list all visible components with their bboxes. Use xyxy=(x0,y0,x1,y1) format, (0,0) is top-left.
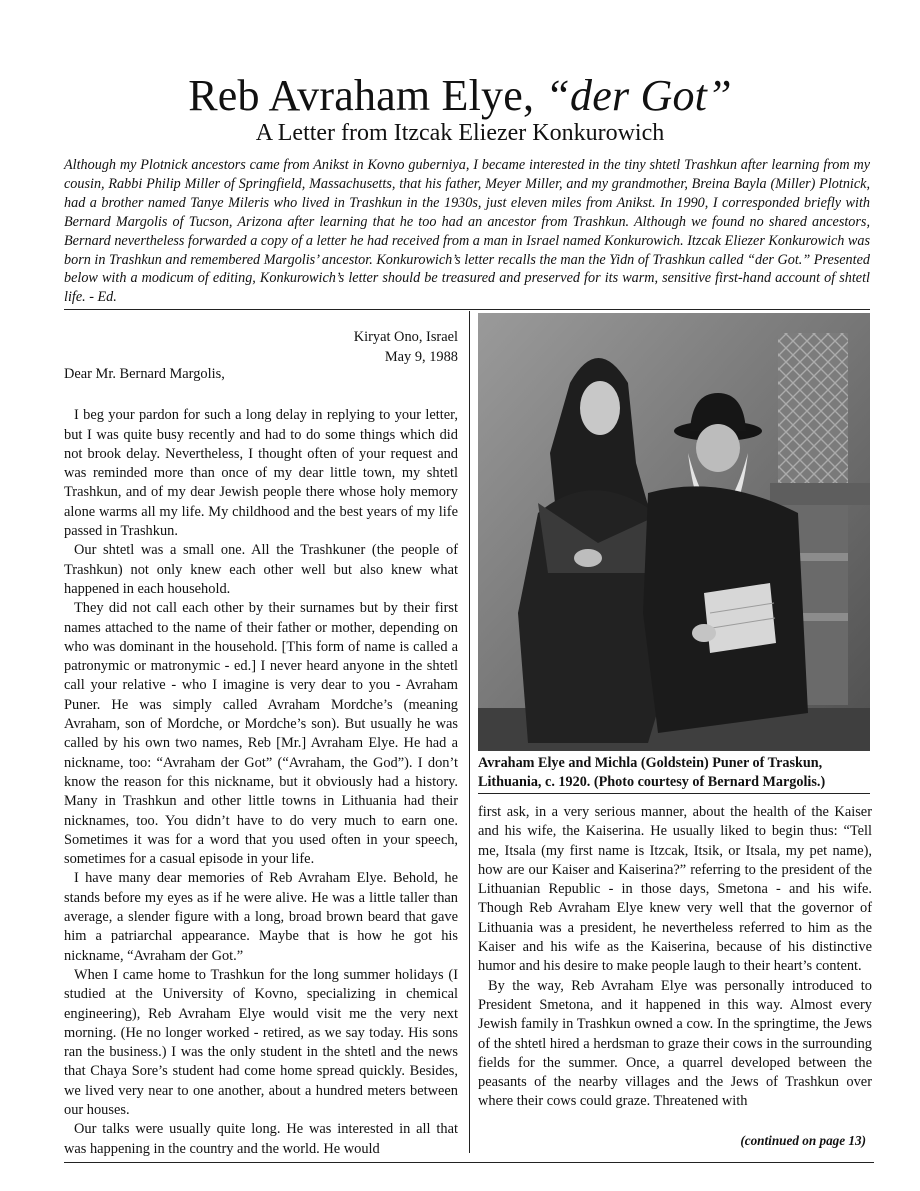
left-column xyxy=(64,328,458,1159)
portrait-photo xyxy=(478,313,870,751)
letter-paragraph: Our shtetl was a small one. All the Trashkuner (the people of Trashkun) not only knew each other well but also knew what happened in each household. xyxy=(64,542,458,597)
continued-note: (continued on page 13) xyxy=(740,1133,866,1148)
editor-intro: Although my Plotnick ancestors came from Anikst in Kovno guberniya, I became interested in the tiny shtetl Trashkun after learning from my cousin, Rabbi Philip Miller of Springfield, Massachusetts, that his father, Meyer Miller, and my grandmother, Breina Bayla (Miller) Plotnick, had a brother named Tanye Mileris who lived in Trashkun in the 1930s, just eleven miles from Anikst. In 1990, I corresponded briefly with Bernard Margolis of Tucson, Arizona after learning that he too had an ancestor from Trashkun. Although we found no shared ancestors, Bernard nevertheless forwarded a copy of a letter he had received from a man in Israel named Konkurowich. Itzcak Eliezer Konkurowich was born in Trashkun and remembered Margolis’ ancestor. Konkurowich’s letter recalls the man the Yidn of Trashkun called “der Got.” Presented below with a modicum of editing, Konkurowich’s letter should be treasured and preserved for its warm, sensitive first-hand account of shtetl life. - Ed. xyxy=(64,157,870,306)
letter-paragraph: first ask, in a very serious manner, about the health of the Kaiser and his wife, the Kaiserina. He usually liked to begin thus: “Tell me, Itsala (my first name is Itzcak, Itsik, or Itsala, my pet name), how are our Kaiser and Kaiserina?” referring to the president of the Lithuanian Republic - in those days, Smetona - and his wife. Though Reb Avraham Elye knew very well that the governor of Lithuania was a president, he nevertheless referred to him as the Kaiser and his wife as the Kaiserina, because of his distinctive humor and his desire to make people laugh to their heart’s content. xyxy=(478,804,872,975)
top-divider xyxy=(64,309,870,310)
letter-place: Kiryat Ono, Israel xyxy=(353,329,458,345)
letter-paragraph: By the way, Reb Avraham Elye was personally introduced to President Smetona, and it happened in this way. Almost every Jewish family in Trashkun owned a cow. In the springtime, the Jews of the shtetl hired a herdsman to graze their cows in the surrounding fields for the summer. Once, a quarrel developed between the peasants of the nearby villages and the Jews of Trashkun over where their cows could graze. Threatened with xyxy=(478,977,872,1110)
article-title xyxy=(0,72,920,120)
letter-paragraph: Our talks were usually quite long. He was interested in all that was happening in the country and the world. He would xyxy=(64,1121,458,1157)
column-divider xyxy=(469,311,470,1153)
right-column xyxy=(478,803,872,1112)
title-quote: “der Got” xyxy=(545,71,732,120)
title-main: Reb Avraham Elye, xyxy=(188,71,546,120)
bottom-divider xyxy=(64,1162,874,1163)
letter-paragraph: I have many dear memories of Reb Avraham Elye. Behold, he stands before my eyes as if he were alive. He was a little taller than average, a slender figure with a long, broad brown beard that gave him a patriarchal appearance. Maybe that is how he got his nickname, “Avraham der Got.” xyxy=(64,870,458,964)
letter-paragraph: They did not call each other by their surnames but by their first names attached to the name of their father or mother, depending on who was dominant in the household. [This form of name is called a patronymic or matronymic - ed.] I never heard anyone in the shtetl call your relative - who I imagine is very dear to you - Avraham Puner. He was simply called Avraham Mordche’s (meaning Avraham, son of Mordche, or Mordche’s son). But usually he was called by his own two names, Reb [Mr.] Avraham Elye. He had a nickname, too: “Avraham der Got” (“Avraham, the God”). I don’t know the reason for this nickname, but it obviously had a history. Many in Trashkun and other little towns in Lithuania had their nicknames, too. You didn’t have to do very much to earn one. Sometimes it was for a word that you used often in your speech, sometimes for a casual episode in your life. xyxy=(64,600,458,868)
photo-caption: Avraham Elye and Michla (Goldstein) Puner of Traskun, Lithuania, c. 1920. (Photo courtesy of Bernard Margolis.) xyxy=(478,755,826,790)
letter-paragraph: When I came home to Trashkun for the long summer holidays (I studied at the University of Kovno, specializing in chemical engineering), Reb Avraham Elye would visit me the very next morning. (He no longer worked - retired, as we say today. His sons ran the business.) I was the only student in the shtetl and the news that Chaya Sore’s student had come home spread quickly. Besides, we lived very near to one another, about a hundred meters between our houses. xyxy=(64,966,458,1118)
caption-divider xyxy=(478,793,870,794)
letter-paragraph: I beg your pardon for such a long delay in replying to your letter, but I was quite busy recently and had to do some things which did not brook delay. Nevertheless, I thought often of your request and was reminded more than once of my dear little town, my shtetl Trashkun, and of my dear Jewish people there whose holy memory alone warms all my life. My childhood and the best years of my life passed in Trashkun. xyxy=(64,407,458,540)
letter-salutation: Dear Mr. Bernard Margolis, xyxy=(64,366,225,382)
paragraph-gap xyxy=(64,384,458,406)
article-subtitle: A Letter from Itzcak Eliezer Konkurowich xyxy=(255,120,665,146)
portrait-photo-illustration xyxy=(478,313,870,751)
letter-date: May 9, 1988 xyxy=(384,348,458,365)
